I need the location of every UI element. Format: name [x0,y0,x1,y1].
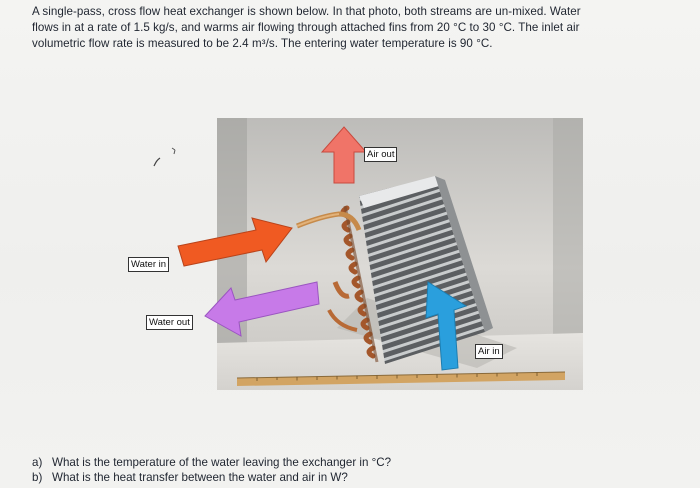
problem-statement [32,4,682,52]
water-out-arrow [203,278,321,342]
pen-mark [148,136,188,176]
air-in-label: Air in [475,344,503,359]
water-out-label: Water out [146,315,193,330]
air-in-arrow [414,280,468,372]
intro-line-1: A single-pass, cross flow heat exchanger is shown below. In that photo, both streams are un-mixed. Water [32,5,581,18]
intro-line-2: flows in at a rate of 1.5 kg/s, and warms air flowing through attached fins from 20 °C to 30 °C. The inlet air [32,21,580,34]
question-b-label: b) [32,471,43,484]
water-in-arrow [176,212,294,274]
intro-line-3: volumetric flow rate is measured to be 2.4 m³/s. The entering water temperature is 90 °C. [32,37,493,50]
water-in-label: Water in [128,257,169,272]
question-b-text: What is the heat transfer between the water and air in W? [52,471,348,484]
questions-list [32,455,391,485]
air-out-label: Air out [364,147,397,162]
question-a-text: What is the temperature of the water leaving the exchanger in °C? [52,456,392,469]
question-b [32,470,391,485]
question-a [32,455,391,470]
question-a-label: a) [32,456,43,469]
air-out-arrow [321,126,367,184]
